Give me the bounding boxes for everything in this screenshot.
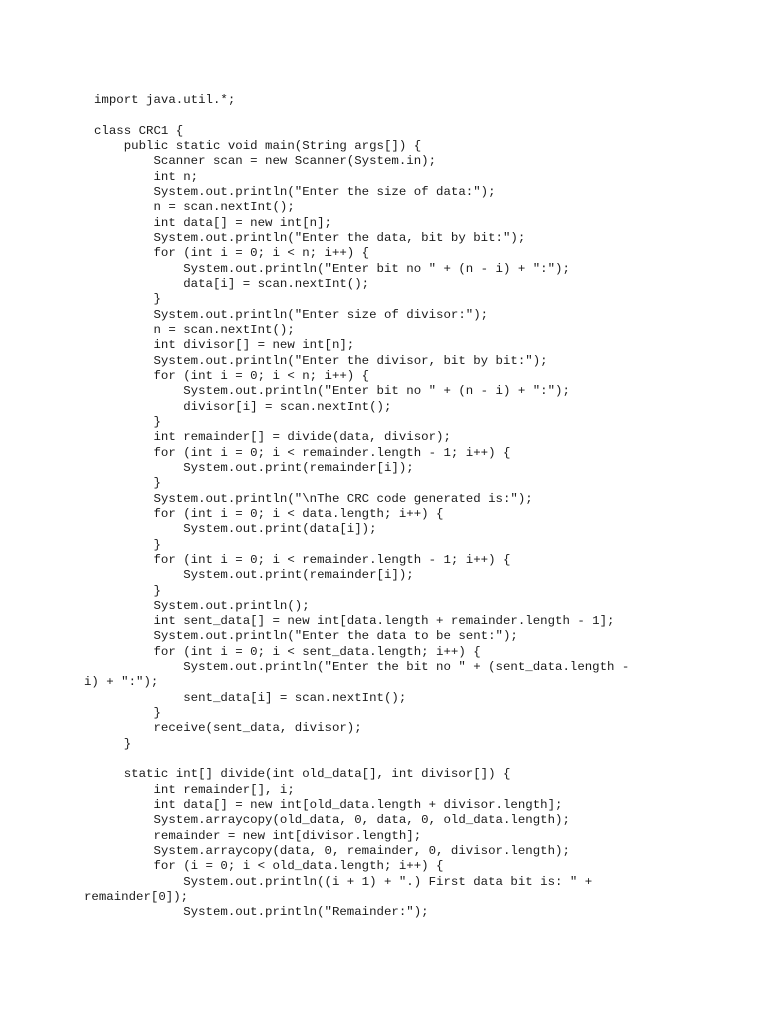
code-listing <box>84 93 754 921</box>
code-line: int remainder[] = divide(data, divisor); <box>94 430 451 445</box>
code-line: for (i = 0; i < old_data.length; i++) { <box>94 859 444 874</box>
code-line: System.out.println("Enter the data, bit by bit:"); <box>94 230 526 245</box>
code-line <box>94 752 754 767</box>
code-line: for (int i = 0; i < n; i++) { <box>94 246 370 261</box>
code-line: System.arraycopy(data, 0, remainder, 0, divisor.length); <box>94 844 570 859</box>
code-line: static int[] divide(int old_data[], int divisor[]) { <box>94 767 511 782</box>
code-line: System.out.println("Enter the bit no " + (sent_data.length - <box>94 660 630 675</box>
code-line: System.out.println("Enter bit no " + (n - i) + ":"); <box>94 261 570 276</box>
code-line: remainder = new int[divisor.length]; <box>94 828 422 843</box>
code-line: System.out.println("\nThe CRC code generated is:"); <box>94 491 533 506</box>
code-line: } <box>94 414 161 429</box>
code-line: } <box>94 292 161 307</box>
code-line: receive(sent_data, divisor); <box>94 721 362 736</box>
code-line: sent_data[i] = scan.nextInt(); <box>94 690 407 705</box>
code-line: int data[] = new int[old_data.length + divisor.length]; <box>94 798 563 813</box>
code-line: int remainder[], i; <box>94 782 295 797</box>
code-line: for (int i = 0; i < sent_data.length; i++) { <box>94 644 481 659</box>
code-line: } <box>94 706 161 721</box>
code-line: System.out.println("Enter the divisor, bit by bit:"); <box>94 353 548 368</box>
code-line: divisor[i] = scan.nextInt(); <box>94 399 392 414</box>
code-line: System.out.println(); <box>94 598 310 613</box>
code-line: System.out.println("Enter the size of data:"); <box>94 184 496 199</box>
code-line: n = scan.nextInt(); <box>94 200 295 215</box>
code-line: data[i] = scan.nextInt(); <box>94 276 370 291</box>
code-line: System.out.println("Enter the data to be sent:"); <box>94 629 518 644</box>
code-line: Scanner scan = new Scanner(System.in); <box>94 154 437 169</box>
code-line: int data[] = new int[n]; <box>94 215 332 230</box>
code-line: } <box>94 583 161 598</box>
code-line: for (int i = 0; i < n; i++) { <box>94 368 370 383</box>
code-line: int n; <box>94 169 199 184</box>
code-line: System.out.println("Enter size of divisor:"); <box>94 307 489 322</box>
code-line-wrapped: i) + ":"); <box>84 675 159 690</box>
code-line: for (int i = 0; i < remainder.length - 1; i++) { <box>94 445 511 460</box>
code-line: } <box>94 476 161 491</box>
code-line: for (int i = 0; i < data.length; i++) { <box>94 506 444 521</box>
code-line: System.out.print(remainder[i]); <box>94 460 414 475</box>
code-line: import java.util.*; <box>94 93 236 107</box>
code-line <box>94 108 754 123</box>
code-line: n = scan.nextInt(); <box>94 322 295 337</box>
code-line: int sent_data[] = new int[data.length + remainder.length - 1]; <box>94 614 615 629</box>
code-line: System.out.print(data[i]); <box>94 522 377 537</box>
code-line: } <box>94 736 132 751</box>
code-line: class CRC1 { <box>94 123 184 138</box>
code-line: System.out.print(remainder[i]); <box>94 568 414 583</box>
code-line: for (int i = 0; i < remainder.length - 1; i++) { <box>94 552 511 567</box>
code-line-wrapped: remainder[0]); <box>84 890 189 905</box>
code-line: System.arraycopy(old_data, 0, data, 0, old_data.length); <box>94 813 570 828</box>
code-line: } <box>94 537 161 552</box>
code-line: System.out.println("Enter bit no " + (n - i) + ":"); <box>94 384 570 399</box>
code-line: System.out.println((i + 1) + ".) First data bit is: " + <box>94 874 593 889</box>
code-line: System.out.println("Remainder:"); <box>94 905 429 920</box>
code-line: int divisor[] = new int[n]; <box>94 338 355 353</box>
code-line: public static void main(String args[]) { <box>94 138 422 153</box>
